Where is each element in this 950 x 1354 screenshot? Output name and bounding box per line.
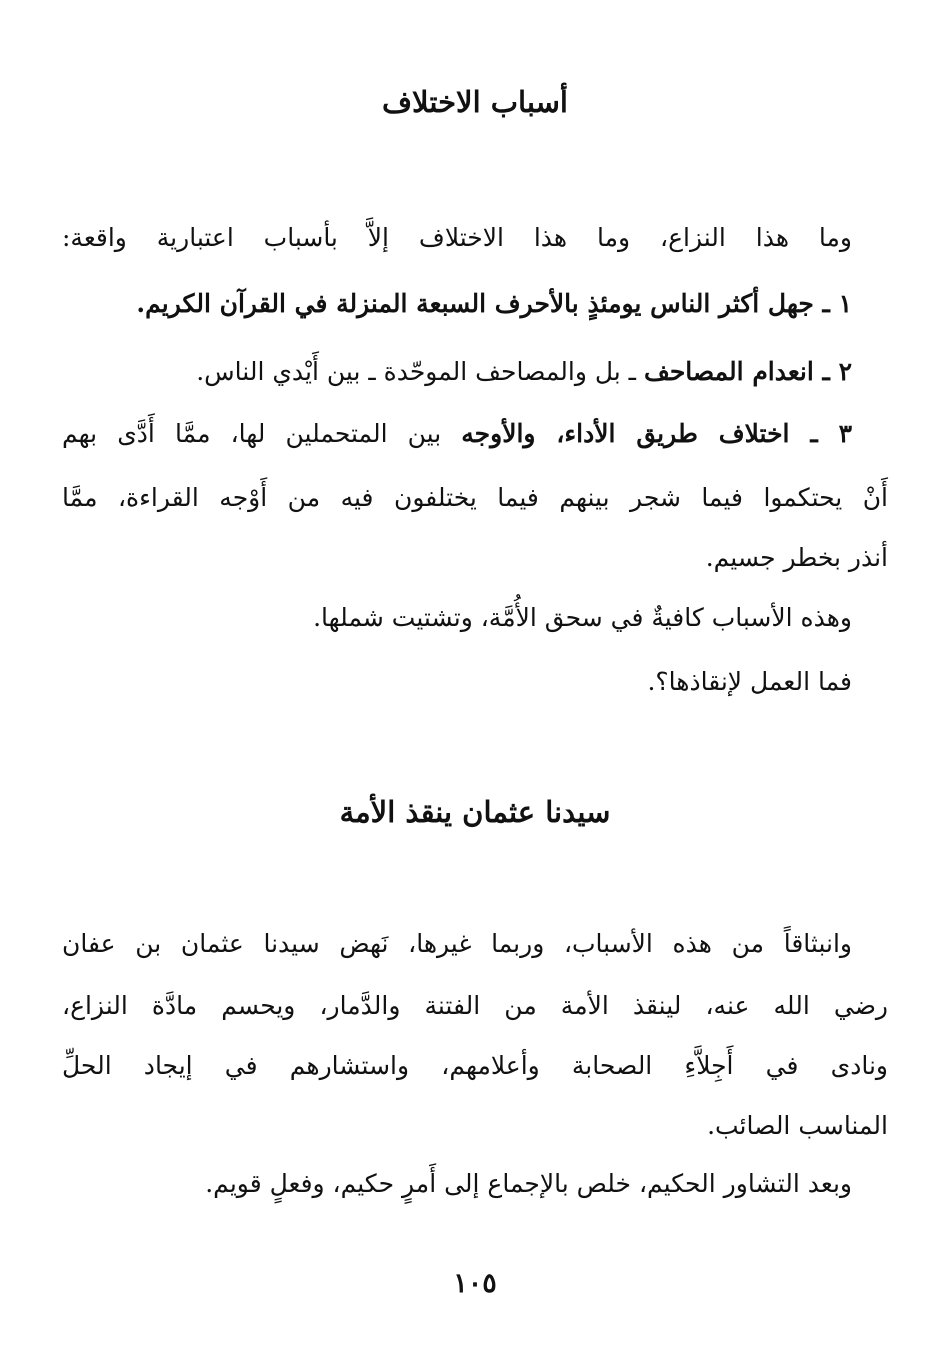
section-title-causes: أسباب الاختلاف: [382, 85, 568, 119]
paragraph-consensus: وبعد التشاور الحكيم، خلص بالإجماع إلى أَمرٍ حكيم، وفعلٍ قويم.: [205, 1169, 852, 1198]
cause-item-3: [62, 414, 852, 454]
cause-item-3-line-2: أَنْ يحتكموا فيما شجر بينهم فيما يختلفون فيه من أَوْجه القراءة، ممَّا: [62, 483, 888, 512]
cause-item-2-heading: ٢ ـ انعدام المصاحف: [643, 357, 852, 386]
cause-item-1: ١ ـ جهل أكثر الناس يومئذٍ بالأحرف السبعة المنزلة في القرآن الكريم.: [136, 289, 852, 318]
section-title-uthman: سيدنا عثمان ينقذ الأمة: [339, 795, 611, 829]
cause-item-3-line-3: أنذر بخطر جسيم.: [705, 543, 888, 572]
page-number: ١٠٥: [453, 1268, 497, 1299]
cause-item-3-text: بين المتحملين لها، ممَّا أَدَّى بهم: [62, 419, 462, 448]
uthman-paragraph-line-1: وانبثاقاً من هذه الأسباب، وربما غيرها، نَهض سيدنا عثمان بن عفان: [62, 929, 852, 958]
intro-line-1: وما هذا النزاع، وما هذا الاختلاف إلاَّ بأسباب اعتبارية واقعة:: [62, 223, 852, 252]
cause-item-3-heading: ٣ ـ اختلاف طريق الأداء، والأوجه: [461, 419, 852, 448]
cause-item-2: [62, 352, 852, 392]
paragraph-causes-sufficient: وهذه الأسباب كافيةٌ في سحق الأُمَّة، وتشتيت شملها.: [313, 603, 852, 632]
paragraph-question: فما العمل لإنقاذها؟.: [647, 667, 852, 696]
uthman-paragraph-line-2: رضي الله عنه، لينقذ الأمة من الفتنة والدَّمار، ويحسم مادَّة النزاع،: [62, 991, 888, 1020]
uthman-paragraph-line-4: المناسب الصائب.: [707, 1111, 888, 1140]
cause-item-2-text: ـ بل والمصاحف الموحّدة ـ بين أَيْدي الناس.: [196, 357, 644, 386]
uthman-paragraph-line-3: ونادى في أَجِلاَّءِ الصحابة وأعلامهم، واستشارهم في إيجاد الحلِّ: [62, 1051, 888, 1080]
